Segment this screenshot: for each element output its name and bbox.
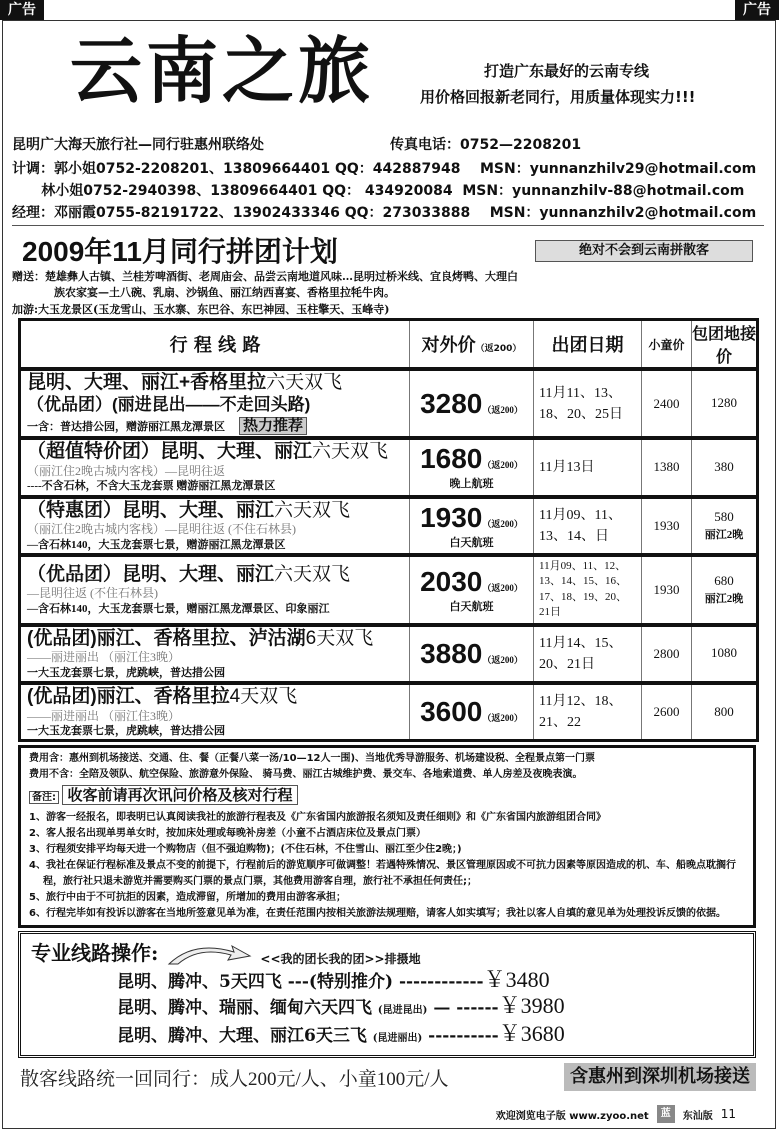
special-price: ￥3480 [483,967,550,993]
rebate: （返200） [482,404,523,415]
route-includes-text: 一大玉龙套票七景，虎跳峡，普达措公园 [27,725,225,738]
route-includes-text: 一含：普达措公园，赠游丽江黑龙潭景区 [27,421,225,434]
flight-time: 白天航班 [449,536,494,549]
special-title-text: 专业线路操作: [31,941,159,966]
rebate: （返200） [482,713,523,724]
note-item: 4、我社在保证行程标准及景点不变的前提下，行程前后的游览顺序可做调整！若遇特殊情况、景区管理原因或不可抗力因素等原因造成的机、车、船晚点耽搁行程，旅行社只退未游览并需要购买门票的景点门票，其他费用游客自理，旅行社不承担任何责任;； [29,860,736,888]
route-includes [27,667,403,680]
special-routes [18,931,756,1058]
special-route-note: (昆进丽出) [372,1033,423,1045]
bottom-row [18,1063,756,1091]
note-item: 3、行程须安排平均每天进一个购物店（但不强迫购物)；(不住石林，不住雪山、丽江至少住2晚；) [29,844,462,856]
plan-badge: 绝对不会到云南拼散客 [535,240,753,262]
price-cell [410,369,534,438]
route-name: （优品团）昆明、大理、丽江 [27,563,275,585]
note-item: 5、旅行中由于不可抗拒的因素，造成滞留，所增加的费用由游客承担； [29,892,346,904]
child-price: 1930 [642,497,692,555]
bottom-note: 散客线路统一回同行：成人200元/人、小童100元/人 [20,1068,449,1090]
extra-tour: 加游:大玉龙景区(玉龙雪山、玉水寨、东巴谷、东巴神园、玉柱擎天、玉峰寺) [12,303,390,316]
remark-label: 备注: [29,791,59,804]
main-flow [18,318,756,1123]
child-price: 2600 [642,683,692,741]
date-cell: 11月09、11、13、14、日 [534,497,642,555]
route-name: （超值特价团）昆明、大理、丽江 [27,441,313,463]
local-price: 380 [714,458,734,474]
note-item: 6、行程完毕如有投诉以游客在当地所签意见单为准，在责任范围内按相关旅游法规理赔，请客人如实填写；我社以客人自填的意见单为处理投诉反馈的依据。 [29,908,726,920]
route-cell [20,683,410,741]
special-route-line [117,994,743,1022]
route-includes-text: —含石林140，大玉龙套票七景，赠游丽江黑龙潭景区 [27,538,286,551]
ad-label-right: 广告 [735,0,779,20]
header-price-label: 对外价 [421,335,476,356]
local-price-cell [692,369,758,438]
notes-box [18,745,756,928]
special-header [31,937,743,966]
footer-logo: 蓝 [657,1105,675,1123]
date-cell: 11月13日 [534,438,642,496]
local-price-cell [692,555,758,625]
table-row [20,369,758,438]
hot-badge: 热力推荐 [239,417,307,435]
date-cell: 11月09、11、12、13、14、15、16、17、18、19、20、21日 [534,555,642,625]
route-days: 6天双飞 [305,627,374,649]
footer-text: 欢迎浏览电子版 www.zyoo.net [495,1110,649,1122]
footer [18,1105,756,1123]
local-price: 680 [714,572,734,588]
route-cell [20,625,410,683]
note-item: 1、游客一经报名，即表明已认真阅读我社的旅游行程表及《广东省国内旅游报名须知及责任细则》和《广东省国内旅游组团合同》 [29,812,606,824]
rebate: （返200） [482,460,523,471]
film-note: <<我的团长我的团>>排摄地 [260,952,421,967]
special-route-note: (昆进昆出) [377,1005,428,1017]
flight-time: 晚上航班 [449,478,494,491]
fee-exclude: 费用不含：全陪及领队、航空保险、旅游意外保险、 骑马费、丽江古城维护费、景交车、各地索道费、单人房差及夜晚表演。 [29,769,583,781]
contact-line: 计调：郭小姐0752-2208201、13809664401 QQ：442887948 MSN：yunnanzhilv29@hotmail.com [12,161,757,177]
price-cell [410,625,534,683]
route-cell [20,438,410,496]
contact-line: 林小姐0752-2940398、13809664401 QQ： 434920084 MSN：yunnanzhilv-88@hotmail.com [12,183,745,199]
route-includes [27,480,403,493]
gift-text: 赠送：楚雄彝人古镇、兰桂芳啤酒街、老周庙会、品尝云南地道风味…昆明过桥米线、宜良烤鸭、大理白 [12,270,518,283]
route-detail: （优品团）(丽进昆出——不走回头路) [27,394,311,414]
route-includes [27,603,403,616]
special-route: 昆明、腾冲、瑞丽、缅甸六天四飞 [117,998,372,1019]
price-cell [410,497,534,555]
page-number: 11 [720,1107,736,1122]
route-title [27,686,403,709]
price: 1930 [420,501,483,533]
route-name: 昆明、大理、丽江+香格里拉 [27,372,267,393]
special-route: 昆明、腾冲、5天四飞 ---(特别推介) [117,972,394,993]
table-row [20,438,758,496]
gift-text-2: 族农家宴—土八碗、乳扇、沙锅鱼、丽江纳西喜宴、香格里拉牦牛肉。 [54,286,395,299]
contact-line: 经理：邓丽霞0755-82191722、13902433346 QQ：273033888 MSN：yunnanzhilv2@hotmail.com [12,205,757,221]
route-detail: —昆明往返 (不住石林县) [27,586,158,601]
slogan-2: 用价格回报新老同行，用质量体现实力!!! [420,88,696,106]
table-row [20,625,758,683]
fee-include: 费用含：惠州到机场接送、交通、住、餐（正餐八菜一汤/10—12人一围)、当地优秀导游服务、机场建设税、全程景点第一门票 [29,753,596,765]
child-price: 2800 [642,625,692,683]
price: 3280 [420,387,483,419]
rebate: （返200） [482,582,523,593]
plan-title: 2009年11月同行拼团计划 [22,236,338,267]
remark-text: 收客前请再次讯问价格及核对行程 [62,785,297,805]
logo: 云南之旅 [70,28,375,113]
header-price [410,320,534,370]
agency-name: 昆明广大海天旅行社—同行驻惠州联络处 [12,137,264,153]
special-price: ￥3680 [498,1021,565,1047]
route-includes [27,725,403,738]
dash-leader: ---------- [428,1026,499,1047]
child-price: 2400 [642,369,692,438]
price: 2030 [420,565,483,597]
note-item: 2、客人报名出现单男单女时，按加床处理或每晚补房差（小童不占酒店床位及景点门票） [29,828,426,840]
route-title [27,441,403,464]
price-cell [410,555,534,625]
route-title [27,372,403,395]
local-price: 1280 [711,395,737,411]
local-price-cell [692,438,758,496]
route-includes-text: —含石林140，大玉龙套票七景，赠丽江黑龙潭景区、印象丽江 [27,602,330,615]
local-note: 丽江2晚 [704,529,744,542]
route-name: （特惠团）昆明、大理、丽江 [27,499,275,521]
date-cell: 11月12、18、21、22 [534,683,642,741]
header-local: 包团地接价 [692,320,758,370]
route-includes [27,539,403,552]
route-days: 4天双飞 [229,685,298,707]
route-title [27,628,403,651]
tour-table [18,318,759,742]
rebate: （返200） [482,518,523,529]
route-includes-text: ----不含石林，不含大玉龙套票 赠游丽江黑龙潭景区 [27,480,276,493]
special-route: 昆明、腾冲、大理、丽江6天三飞 [117,1026,367,1047]
local-price: 1080 [711,645,737,661]
price-cell [410,683,534,741]
local-note: 丽江2晚 [704,593,744,606]
price: 3600 [420,696,483,728]
fax: 传真电话：0752—2208201 [390,137,582,153]
route-days: 六天双飞 [274,563,351,585]
special-price: ￥3980 [498,993,565,1019]
table-row [20,683,758,741]
date-cell: 11月11、13、18、20、25日 [534,369,642,438]
route-title [27,564,403,587]
header-child: 小童价 [642,320,692,370]
flight-time: 白天航班 [449,600,494,613]
table-row [20,497,758,555]
header-route: 行 程 线 路 [20,320,410,370]
child-price: 1380 [642,438,692,496]
table-row [20,555,758,625]
rebate: （返200） [482,654,523,665]
dash-leader: — ------ [433,998,499,1019]
route-detail: ——丽进丽出 （丽江住3晚） [27,650,181,665]
divider [12,225,764,226]
route-title [27,500,403,523]
date-cell: 11月14、15、20、21日 [534,625,642,683]
slogan-1: 打造广东最好的云南专线 [484,62,650,80]
route-detail: ——丽进丽出 （丽江住3晚） [27,708,181,723]
route-includes [27,417,403,435]
route-days: 六天双飞 [312,441,389,463]
edition: 东汕版 [682,1110,713,1122]
route-cell [20,369,410,438]
route-includes-text: 一大玉龙套票七景，虎跳峡，普达措公园 [27,666,225,679]
local-price-cell [692,497,758,555]
route-detail: （丽江住2晚古城内客栈）—昆明往返 [27,463,226,478]
ad-label-left: 广告 [0,0,44,20]
header-price-note: （返200） [475,344,522,354]
header-date: 出团日期 [534,320,642,370]
route-cell [20,497,410,555]
special-route-line [117,968,743,994]
route-name: (优品团)丽江、香格里拉、泸沽湖 [27,627,306,649]
route-cell [20,555,410,625]
special-route-line [117,1022,743,1050]
child-price: 1930 [642,555,692,625]
airport-pickup: 含惠州到深圳机场接送 [564,1063,756,1091]
local-price-cell [692,683,758,741]
local-price: 800 [714,703,734,719]
local-price: 580 [714,508,734,524]
dash-leader: ------------ [398,972,484,993]
remark [29,785,745,808]
price: 3880 [420,637,483,669]
local-price-cell [692,625,758,683]
route-days: 六天双飞 [266,372,343,393]
price: 1680 [420,443,483,475]
route-detail: （丽江住2晚古城内客栈）—昆明往返 (不住石林县) [27,522,296,537]
route-name: (优品团)丽江、香格里拉 [27,685,230,707]
route-days: 六天双飞 [274,499,351,521]
price-cell [410,438,534,496]
arrow-icon [164,940,254,966]
